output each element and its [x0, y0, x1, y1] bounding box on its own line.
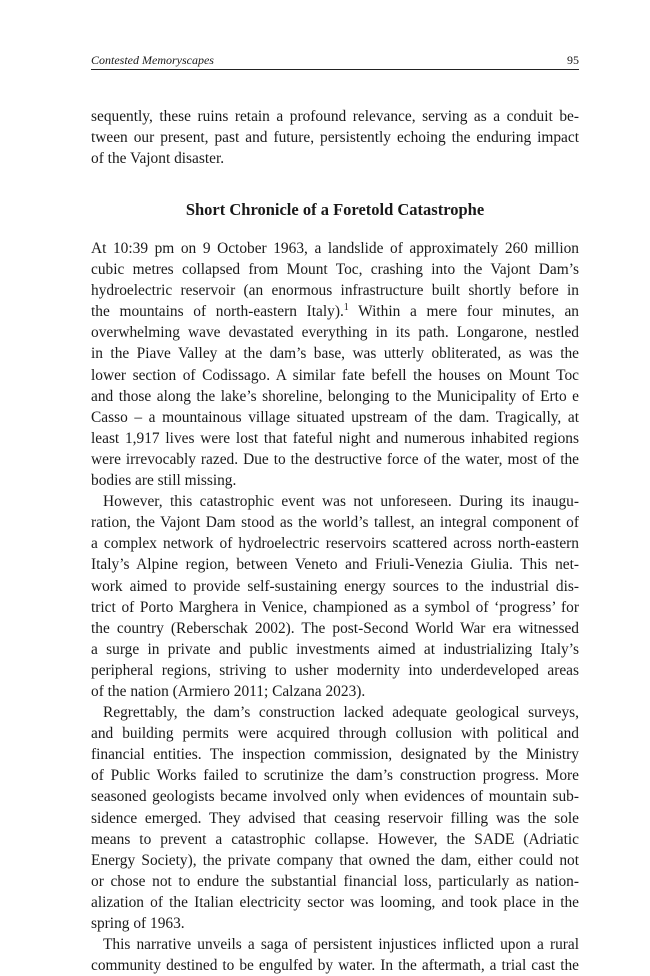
text-line: Energy Society), the private company that owned the dam, either could not — [91, 851, 579, 869]
text-line: spring of 1963. — [91, 915, 185, 932]
intro-paragraph — [91, 106, 579, 169]
text-line: cubic metres collapsed from Mount Toc, crashing into the Vajont Dam’s — [91, 261, 579, 279]
text-line: bodies are still missing. — [91, 472, 237, 490]
text-line: of Public Works failed to scrutinize the dam’s construction progress. More — [91, 767, 579, 785]
text-line-with-footnote — [91, 301, 579, 322]
text-line: of the Vajont disaster. — [91, 150, 225, 168]
text-line: overwhelming wave devastated everything in its path. Longarone, nestled — [91, 324, 579, 342]
text-line: of the nation (Armiero 2011; Calzana 2023). — [91, 682, 366, 700]
text-line: community destined to be engulfed by water. In the aftermath, a trial cast the — [91, 957, 579, 975]
text-line: However, this catastrophic event was not unforeseen. During its inaugu- — [103, 493, 579, 511]
text-line: financial entities. The inspection commission, designated by the Ministry — [91, 746, 579, 764]
text-line: a surge in private and public investments aimed at industrializing Italy’s — [91, 640, 579, 658]
text-line: work aimed to provide self-sustaining energy sources to the industrial dis- — [91, 577, 579, 595]
text-line: sidence emerged. They advised that ceasing reservoir filling was the sole — [91, 809, 579, 827]
text-line: and building permits were acquired through collusion with political and — [91, 725, 579, 743]
text-line: trict of Porto Marghera in Venice, championed as a symbol of ‘progress’ for — [91, 598, 579, 616]
text-line: and those along the lake’s shoreline, belonging to the Municipality of Erto e — [91, 387, 579, 405]
text-line: least 1,917 lives were lost that fateful night and numerous inhabited regions — [91, 429, 579, 447]
text-line: sequently, these ruins retain a profound relevance, serving as a conduit be- — [91, 108, 579, 125]
footnote-marker[interactable]: 1 — [343, 302, 349, 314]
text-line: in the Piave Valley at the dam’s base, was utterly obliterated, as was the — [91, 345, 579, 363]
text-line: Italy’s Alpine region, between Veneto and Friuli-Venezia Giulia. This net- — [91, 556, 579, 574]
text-fragment: the mountains of north-eastern Italy). — [91, 303, 344, 321]
text-line: tween our present, past and future, persistently echoing the enduring impact — [91, 129, 579, 147]
section-heading: Short Chronicle of a Foretold Catastrophe — [185, 200, 485, 219]
text-line: the country (Reberschak 2002). The post-Second World War era witnessed — [91, 619, 579, 637]
text-line: alization of the Italian electricity sector was looming, and took place in the — [91, 893, 579, 911]
text-line: peripheral regions, striving to usher modernity into underdeveloped areas — [91, 661, 579, 679]
text-line: hydroelectric reservoir (an enormous infrastructure built shortly before in — [91, 282, 579, 300]
text-line: a complex network of hydroelectric reservoirs scattered across north-eastern — [91, 535, 579, 553]
text-line: means to prevent a catastrophic collapse. However, the SADE (Adriatic — [91, 830, 579, 848]
text-line: lower section of Codissago. A similar fate befell the houses on Mount Toc — [91, 366, 579, 384]
text-line: This narrative unveils a saga of persistent injustices inflicted upon a rural — [103, 936, 579, 954]
page-number: 95 — [567, 53, 579, 67]
text-line: ration, the Vajont Dam stood as the world’s tallest, an integral component of — [91, 514, 579, 532]
running-head — [91, 52, 579, 68]
text-line: At 10:39 pm on 9 October 1963, a landslide of approximately 260 million — [91, 240, 579, 257]
running-head-title: Contested Memoryscapes — [91, 53, 214, 67]
text-line: seasoned geologists became involved only when evidences of mountain sub- — [91, 788, 579, 806]
header-rule — [91, 69, 579, 70]
text-line: or chose not to endure the substantial financial loss, particularly as nation- — [91, 872, 579, 890]
text-fragment: Within a mere four minutes, an — [348, 303, 579, 321]
body-text — [91, 238, 579, 976]
text-line: were irrevocably razed. Due to the destructive force of the water, most of the — [91, 450, 579, 468]
text-line: Regrettably, the dam’s construction lacked adequate geological surveys, — [103, 704, 579, 722]
text-line: Casso – a mountainous village situated upstream of the dam. Tragically, at — [91, 408, 579, 426]
